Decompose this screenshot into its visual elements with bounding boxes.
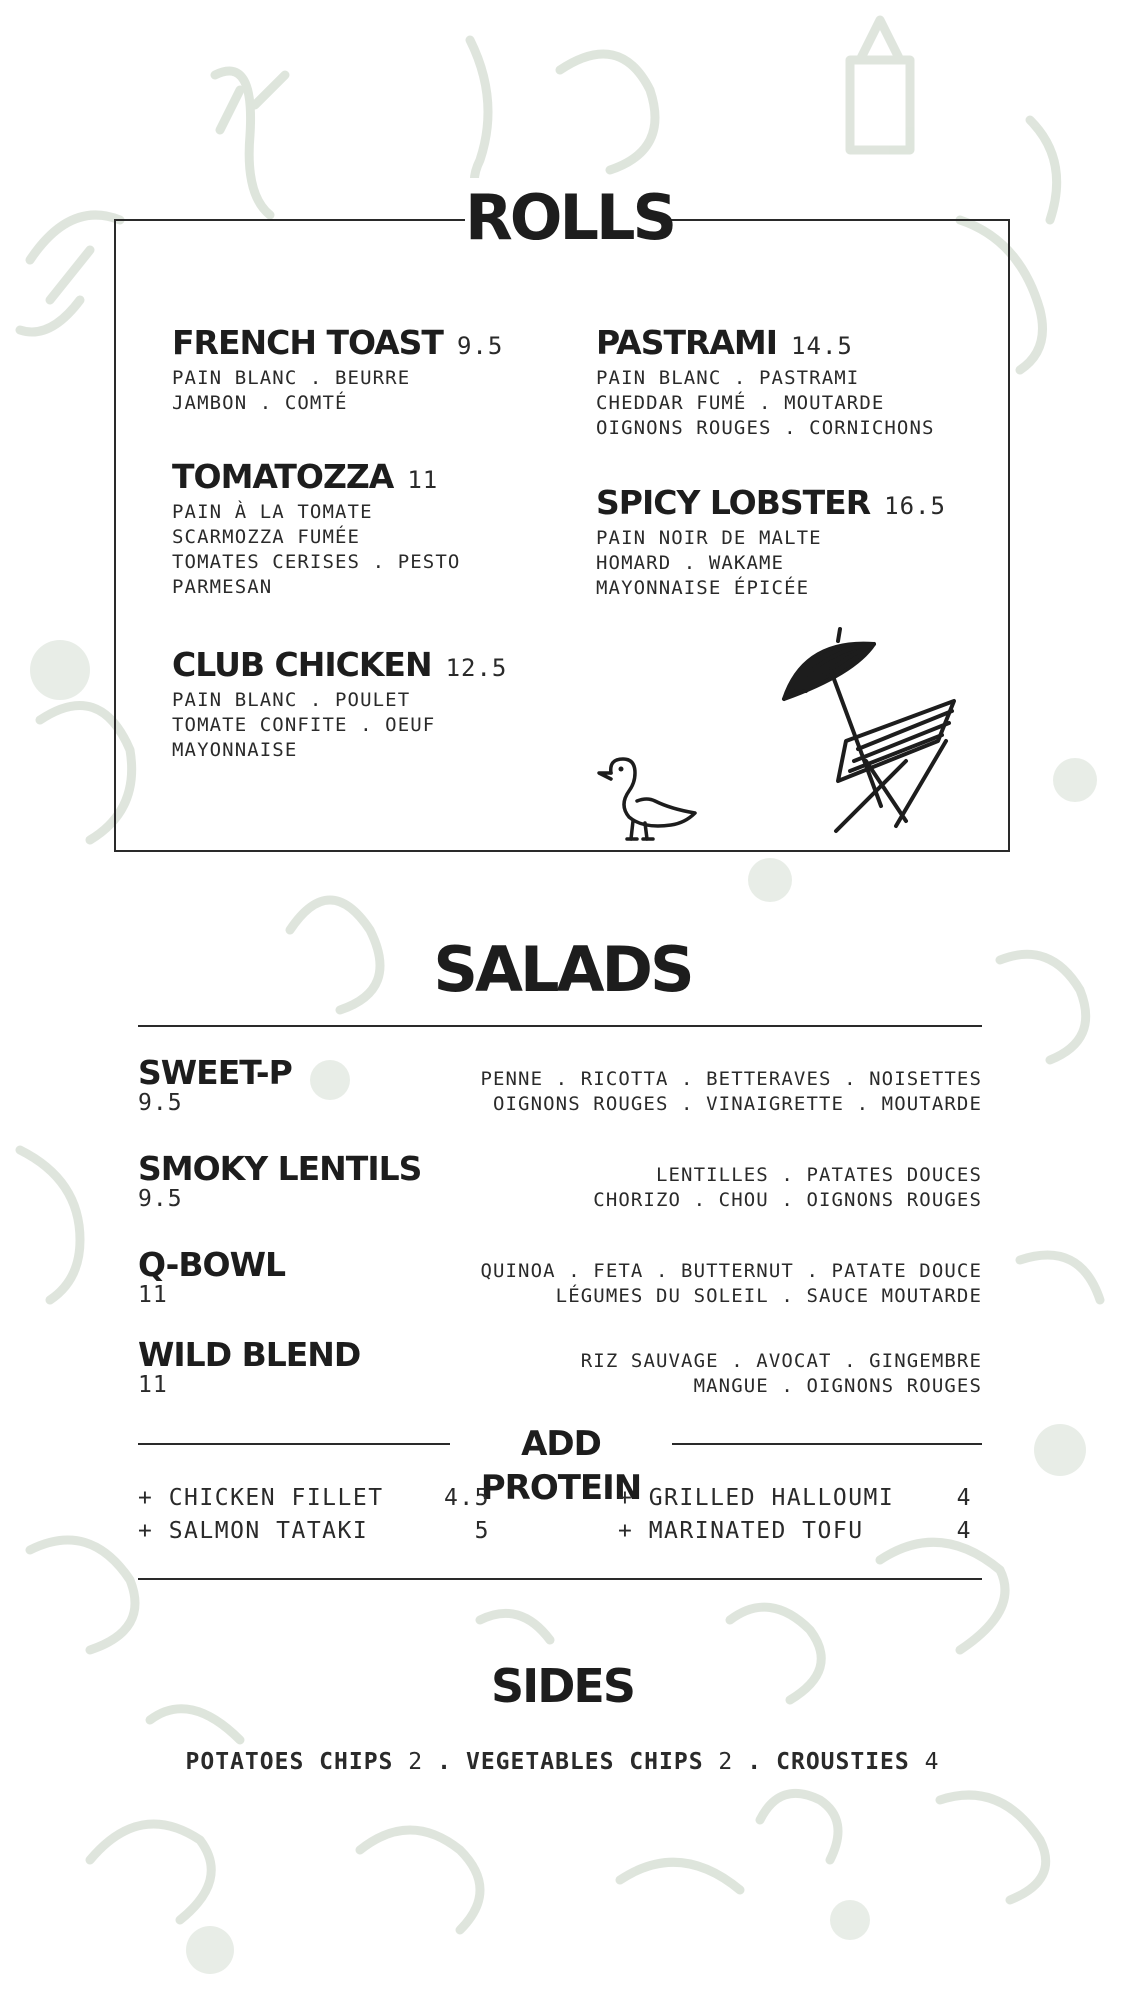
- protein-item: + SALMON TATAKI 5: [138, 1515, 490, 1548]
- side-name: CROUSTIES: [776, 1749, 910, 1775]
- separator: .: [437, 1749, 452, 1775]
- roll-item: [172, 457, 460, 600]
- salad-name: Q-BOWL: [138, 1245, 285, 1284]
- salad-price: 9.5: [138, 1186, 183, 1212]
- salad-desc: QUINOA . FETA . BUTTERNUT . PATATE DOUCE LÉGUMES DU SOLEIL . SAUCE MOUTARDE: [480, 1260, 982, 1307]
- protein-price: 4: [956, 1485, 972, 1511]
- protein-price: 4.5: [443, 1485, 490, 1511]
- roll-name: PASTRAMI 14.5: [596, 323, 853, 362]
- salad-item: [138, 1055, 982, 1115]
- roll-desc: PAIN NOIR DE MALTE HOMARD . WAKAME MAYONNAISE ÉPICÉE: [596, 527, 822, 599]
- roll-price: 16.5: [884, 492, 946, 520]
- salad-desc: PENNE . RICOTTA . BETTERAVES . NOISETTES OIGNONS ROUGES . VINAIGRETTE . MOUTARDE: [480, 1068, 982, 1115]
- sides-list: [0, 1746, 1125, 1778]
- seagull-icon: [591, 751, 701, 849]
- salad-item: [138, 1247, 982, 1307]
- roll-name: SPICY LOBSTER 16.5: [596, 483, 946, 522]
- protein-item: + GRILLED HALLOUMI 4: [618, 1482, 972, 1515]
- side-price: 2: [718, 1749, 734, 1775]
- side-name: VEGETABLES CHIPS: [465, 1749, 704, 1775]
- salads-title: SALADS: [433, 933, 692, 1006]
- salad-price: 9.5: [138, 1090, 183, 1116]
- beach-umbrella-deckchair-icon: [776, 621, 976, 846]
- roll-desc: PAIN BLANC . BEURRE JAMBON . COMTÉ: [172, 367, 411, 414]
- roll-price: 11: [407, 466, 439, 494]
- roll-desc: PAIN BLANC . PASTRAMI CHEDDAR FUMÉ . MOUTARDE OIGNONS ROUGES . CORNICHONS: [596, 367, 935, 439]
- roll-desc: PAIN BLANC . POULET TOMATE CONFITE . OEUF MAYONNAISE: [172, 689, 436, 761]
- rolls-title: ROLLS: [465, 178, 660, 258]
- side-price: 4: [924, 1749, 940, 1775]
- salad-item: [138, 1151, 982, 1211]
- salad-name: SWEET-P: [138, 1053, 292, 1092]
- roll-name: TOMATOZZA 11: [172, 457, 439, 496]
- roll-item: [172, 323, 503, 416]
- roll-price: 12.5: [445, 654, 508, 682]
- salad-desc: LENTILLES . PATATES DOUCES CHORIZO . CHOU . OIGNONS ROUGES: [593, 1164, 982, 1211]
- divider: [138, 1578, 982, 1580]
- salad-price: 11: [138, 1372, 168, 1398]
- roll-name: FRENCH TOAST 9.5: [172, 323, 504, 362]
- sides-title: SIDES: [491, 1659, 634, 1713]
- roll-price: 14.5: [791, 332, 853, 360]
- divider: [138, 1025, 982, 1027]
- protein-price: 5: [474, 1518, 490, 1544]
- roll-desc: PAIN À LA TOMATE SCARMOZZA FUMÉE TOMATES CERISES . PESTO PARMESAN: [172, 501, 461, 598]
- roll-price: 9.5: [456, 332, 504, 360]
- salad-name: WILD BLEND: [138, 1335, 361, 1374]
- separator: .: [747, 1749, 763, 1775]
- salad-price: 11: [138, 1282, 168, 1308]
- protein-item: + MARINATED TOFU 4: [618, 1515, 972, 1548]
- protein-price: 4: [956, 1518, 972, 1544]
- roll-item: [596, 483, 946, 601]
- side-price: 2: [408, 1749, 424, 1775]
- roll-name: CLUB CHICKEN 12.5: [172, 645, 508, 684]
- side-name: POTATOES CHIPS: [185, 1749, 394, 1775]
- rolls-frame: [114, 219, 1010, 852]
- roll-item: [596, 323, 935, 441]
- add-protein-title: ADD PROTEIN: [450, 1422, 672, 1510]
- salad-desc: RIZ SAUVAGE . AVOCAT . GINGEMBRE MANGUE . OIGNONS ROUGES: [580, 1350, 982, 1397]
- salad-item: [138, 1337, 982, 1397]
- protein-item: + CHICKEN FILLET 4.5: [138, 1482, 490, 1515]
- roll-item: [172, 645, 507, 763]
- salad-name: SMOKY LENTILS: [138, 1149, 422, 1188]
